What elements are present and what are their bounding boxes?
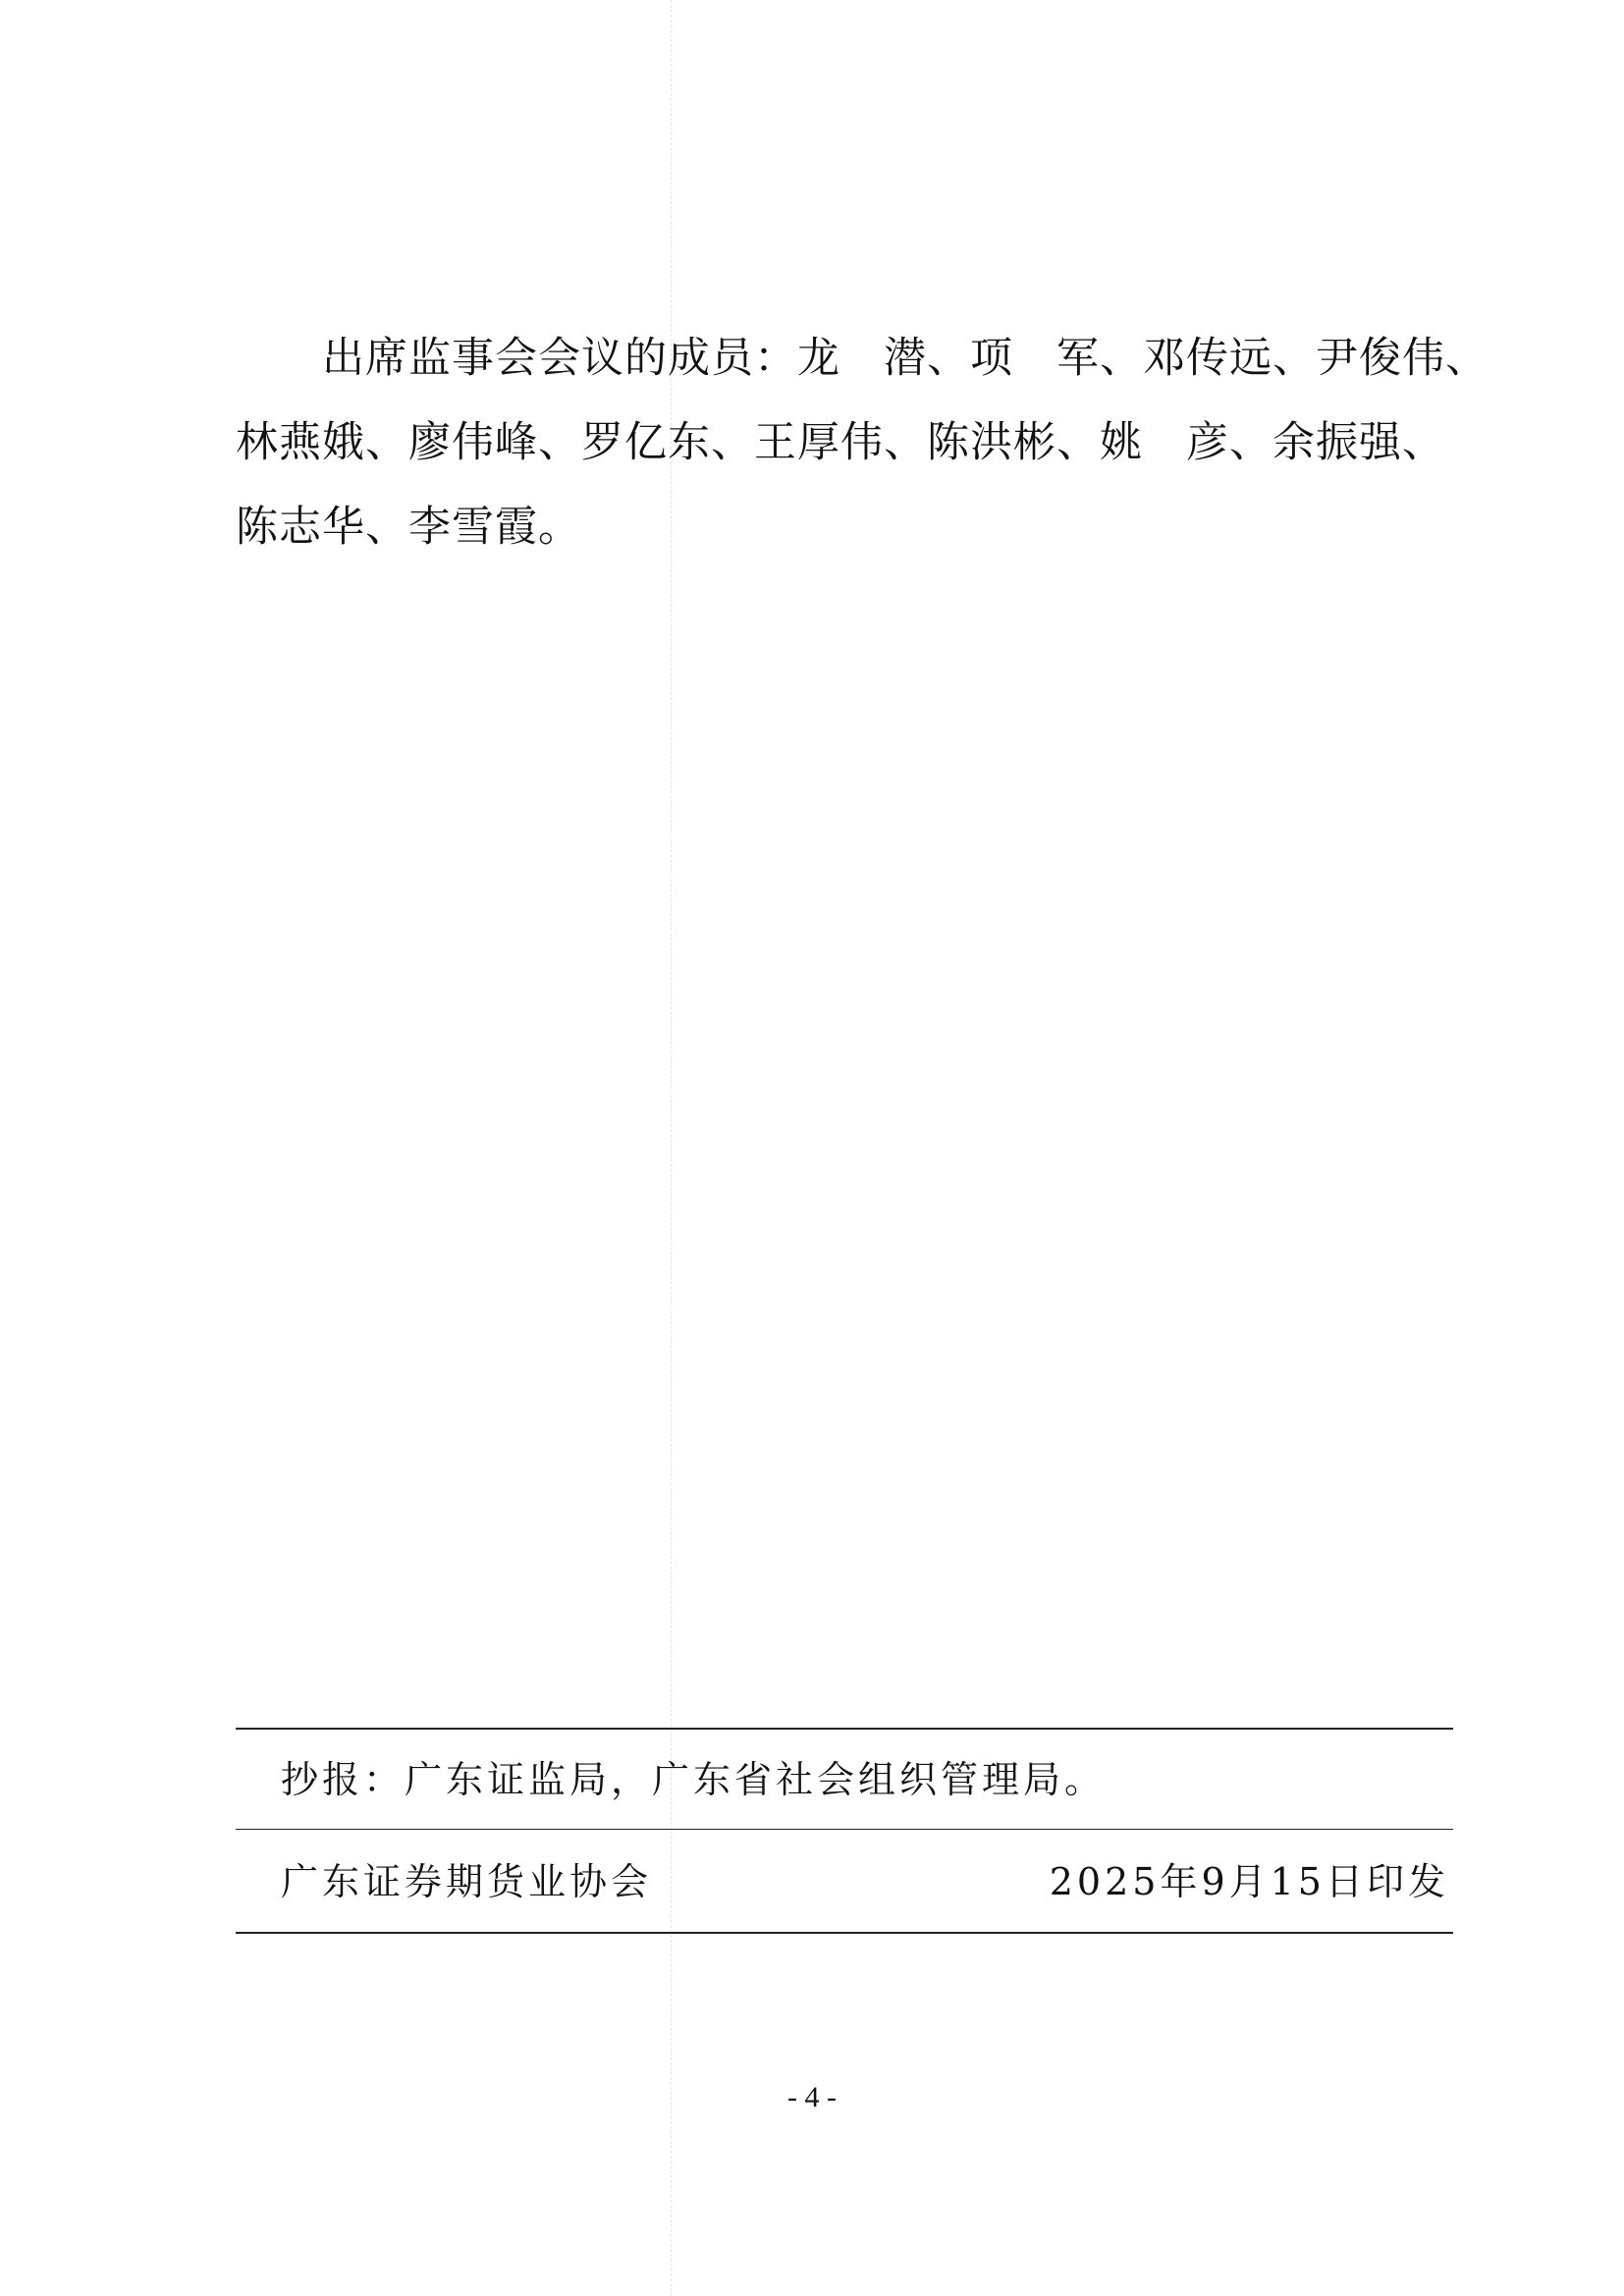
- attendee-line-1: 出席监事会会议的成员：龙 潜、项 军、邓传远、尹俊伟、: [322, 334, 1489, 383]
- page-number: - 4 -: [787, 2081, 837, 2113]
- attendee-line-3: 陈志华、李雪霞。: [236, 503, 581, 552]
- footer-middle-rule: [236, 1829, 1453, 1830]
- attendee-paragraph: [236, 316, 1489, 569]
- cc-recipients: 抄报：广东证监局，广东省社会组织管理局。: [281, 1758, 1107, 1801]
- issue-date: 2025年9月15日印发: [1049, 1860, 1449, 1903]
- footer-bottom-rule: [236, 1932, 1453, 1934]
- footer-top-rule: [236, 1728, 1453, 1730]
- issuer-name: 广东证券期货业协会: [281, 1860, 653, 1903]
- attendee-line-2: 林燕娥、廖伟峰、罗亿东、王厚伟、陈洪彬、姚 彦、余振强、: [236, 418, 1445, 467]
